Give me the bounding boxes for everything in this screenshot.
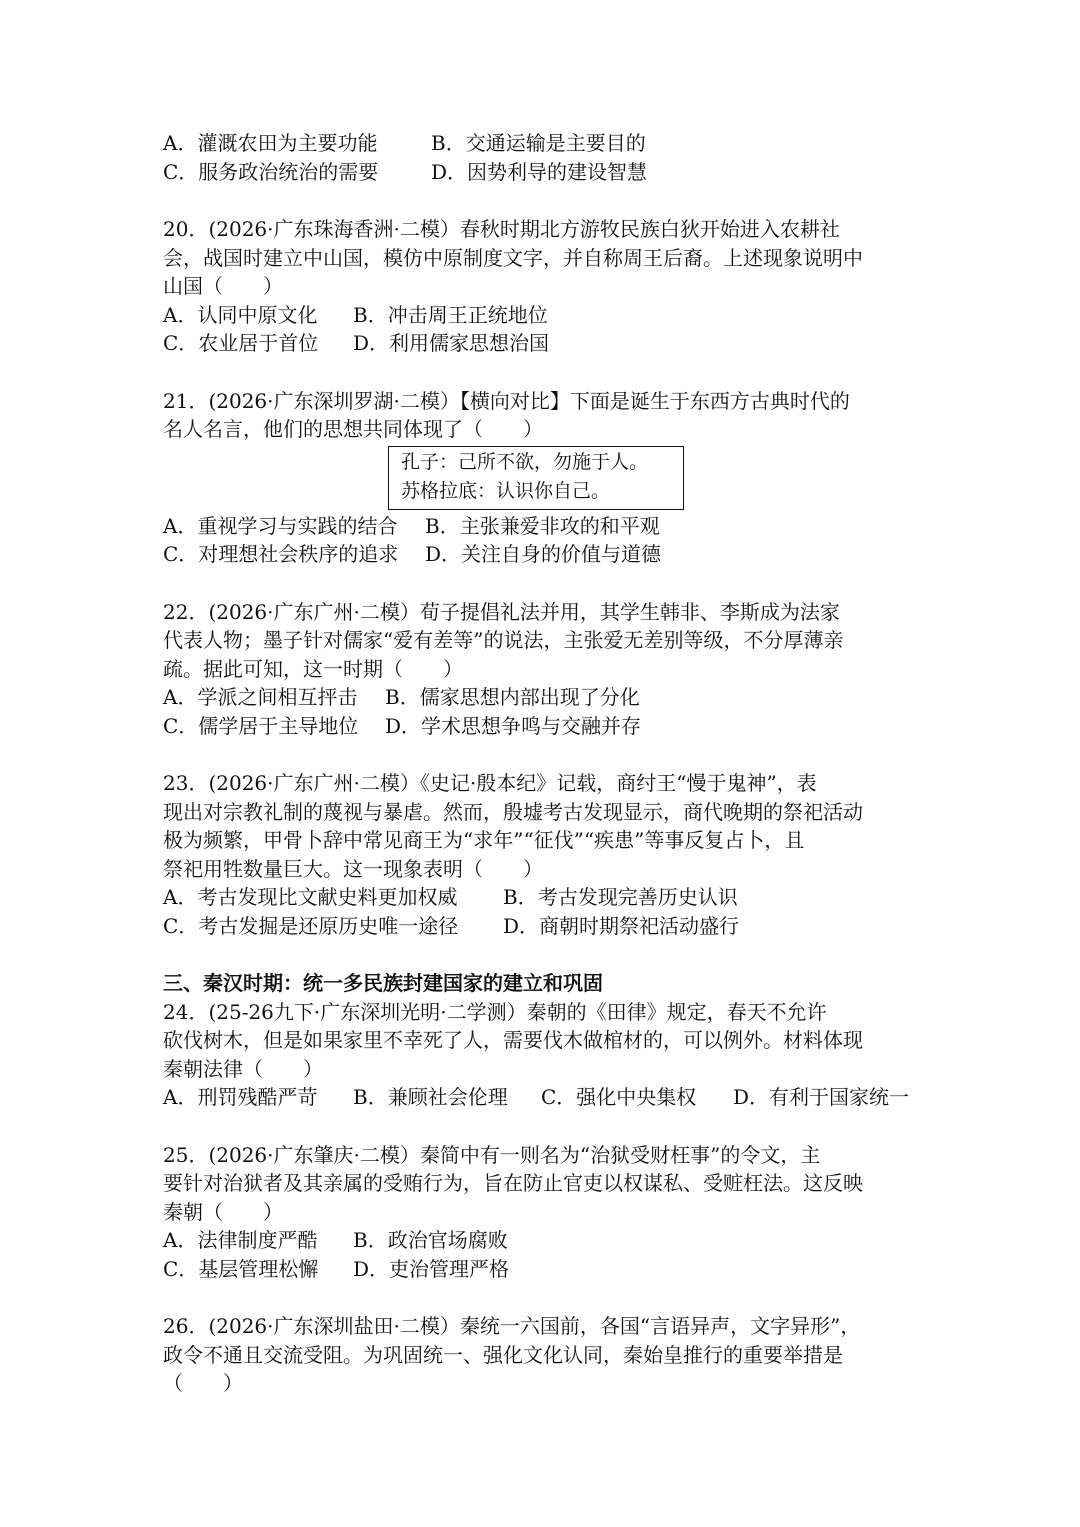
q22-option-a[interactable]: A．学派之间相互抨击: [163, 685, 358, 709]
q21-quote-confucius: 孔子：己所不欲，勿施于人。: [401, 450, 649, 473]
q23-option-b[interactable]: B．考古发现完善历史认识: [503, 885, 738, 909]
q22-option-c[interactable]: C．儒学居于主导地位: [163, 713, 359, 738]
q20-stem-line-2: 会，战国时建立中山国，模仿中原制度文字，并自称周王后裔。上述现象说明中: [163, 245, 863, 270]
question-21: [163, 387, 923, 569]
q26-stem-line-1: 26．(2026·广东深圳盐田·二模）秦统一六国前，各国“言语异声，文字异形”，: [163, 1314, 861, 1338]
q24-stem-line-3: 秦朝法律（ ）: [163, 1056, 323, 1081]
q19-option-c[interactable]: C．服务政治统治的需要: [163, 159, 379, 184]
q24-stem-line-2: 砍伐树木，但是如果家里不幸死了人，需要伐木做棺材的，可以例外。材料体现: [163, 1028, 863, 1052]
q22-stem-line-1: 22．(2026·广东广州·二模）荀子提倡礼法并用，其学生韩非、李斯成为法家: [163, 599, 840, 624]
q19-option-a[interactable]: A．灌溉农田为主要功能: [163, 131, 378, 155]
q21-quote-socrates: 苏格拉底：认识你自己。: [401, 479, 611, 502]
question-26: [163, 1312, 923, 1398]
q22-option-b[interactable]: B．儒家思想内部出现了分化: [385, 685, 640, 709]
question-22: [163, 598, 923, 741]
question-20: [163, 215, 923, 358]
section-3-title: 三、秦汉时期：统一多民族封建国家的建立和巩固: [163, 971, 603, 995]
q20-option-d[interactable]: D．利用儒家思想治国: [353, 331, 550, 355]
spacer: [163, 569, 923, 598]
question-25: [163, 1141, 923, 1284]
q21-option-a[interactable]: A．重视学习与实践的结合: [163, 513, 398, 538]
q20-options-row-2: [163, 329, 923, 358]
q23-option-c[interactable]: C．考古发掘是还原历史唯一途径: [163, 913, 459, 938]
q19-options-row-1: [163, 129, 923, 158]
q19-option-b[interactable]: B．交通运输是主要目的: [431, 131, 646, 155]
q19-options-row-2: [163, 158, 923, 187]
q26-stem-line-2: 政令不通且交流受阻。为巩固统一、强化文化认同，秦始皇推行的重要举措是: [163, 1342, 843, 1367]
spacer: [163, 358, 923, 387]
spacer: [163, 740, 923, 769]
q21-stem-line-2: 名人名言，他们的思想共同体现了（ ）: [163, 417, 543, 441]
q25-options-row-2: [163, 1255, 923, 1284]
q21-quote-box-wrap: [163, 446, 923, 510]
q22-stem-line-3: 疏。据此可知，这一时期（ ）: [163, 656, 463, 681]
q25-option-d[interactable]: D．吏治管理严格: [353, 1256, 510, 1281]
q23-stem-line-1: 23．(2026·广东广州·二模）《史记·殷本纪》记载，商纣王“慢于鬼神”，表: [163, 771, 817, 795]
q21-option-b[interactable]: B．主张兼爱非攻的和平观: [425, 513, 660, 538]
q21-quote-box: [388, 446, 684, 510]
q21-option-d[interactable]: D．关注自身的价值与道德: [425, 542, 662, 566]
q20-option-b[interactable]: B．冲击周王正统地位: [353, 302, 548, 327]
q19-option-d[interactable]: D．因势利导的建设智慧: [431, 159, 648, 184]
q23-option-d[interactable]: D．商朝时期祭祀活动盛行: [503, 913, 740, 938]
q23-stem-line-2: 现出对宗教礼制的蔑视与暴虐。然而，殷墟考古发现显示，商代晚期的祭祀活动: [163, 799, 863, 824]
q25-option-c[interactable]: C．基层管理松懈: [163, 1256, 319, 1281]
q24-option-d[interactable]: D．有利于国家统一: [733, 1085, 910, 1109]
q24-option-b[interactable]: B．兼顾社会伦理: [353, 1085, 508, 1109]
spacer: [163, 1112, 923, 1141]
q20-option-a[interactable]: A．认同中原文化: [163, 302, 318, 327]
question-24: [163, 998, 923, 1112]
exam-page: [163, 129, 923, 1398]
q24-option-c[interactable]: C．强化中央集权: [541, 1085, 697, 1109]
q22-options-row-2: [163, 712, 923, 741]
q25-options-row-1: [163, 1226, 923, 1255]
q21-option-c[interactable]: C．对理想社会秩序的追求: [163, 542, 399, 566]
q23-options-row-2: [163, 912, 923, 941]
q24-stem-line-1: 24．(25-26九下·广东深圳光明·二学测）秦朝的《田律》规定，春天不允许: [163, 999, 827, 1024]
q22-option-d[interactable]: D．学术思想争鸣与交融并存: [385, 713, 642, 738]
q20-stem-line-3: 山国（ ）: [163, 274, 283, 298]
q23-stem-line-4: 祭祀用牲数量巨大。这一现象表明（ ）: [163, 856, 543, 881]
q25-stem-line-1: 25．(2026·广东肇庆·二模）秦简中有一则名为“治狱受财枉事”的令文，主: [163, 1142, 821, 1167]
q22-options-row-1: [163, 683, 923, 712]
q21-options-row-1: [163, 512, 923, 541]
q22-stem-line-2: 代表人物；墨子针对儒家“爱有差等”的说法，主张爱无差别等级，不分厚薄亲: [163, 628, 844, 652]
q21-options-row-2: [163, 540, 923, 569]
q24-option-a[interactable]: A．刑罚残酷严苛: [163, 1085, 318, 1109]
q24-options-row-1: [163, 1083, 923, 1112]
q23-option-a[interactable]: A．考古发现比文献史料更加权威: [163, 885, 458, 909]
spacer: [163, 1283, 923, 1312]
spacer: [163, 186, 923, 215]
q25-option-b[interactable]: B．政治官场腐败: [353, 1228, 508, 1252]
q20-options-row-1: [163, 301, 923, 330]
q25-option-a[interactable]: A．法律制度严酷: [163, 1228, 318, 1252]
q23-options-row-1: [163, 883, 923, 912]
q20-option-c[interactable]: C．农业居于首位: [163, 331, 319, 355]
question-23: [163, 769, 923, 940]
q25-stem-line-2: 要针对治狱者及其亲属的受贿行为，旨在防止官吏以权谋私、受赃枉法。这反映: [163, 1171, 863, 1195]
q21-stem-line-1: 21．(2026·广东深圳罗湖·二模）【横向对比】下面是诞生于东西方古典时代的: [163, 388, 850, 413]
q25-stem-line-3: 秦朝（ ）: [163, 1199, 283, 1224]
spacer: [163, 940, 923, 969]
q20-stem-line-1: 20．(2026·广东珠海香洲·二模）春秋时期北方游牧民族白狄开始进入农耕社: [163, 217, 840, 241]
q26-stem-line-3: （ ）: [163, 1371, 243, 1395]
q23-stem-line-3: 极为频繁，甲骨卜辞中常见商王为“求年”“征伐”“疾患”等事反复占卜，且: [163, 828, 805, 852]
